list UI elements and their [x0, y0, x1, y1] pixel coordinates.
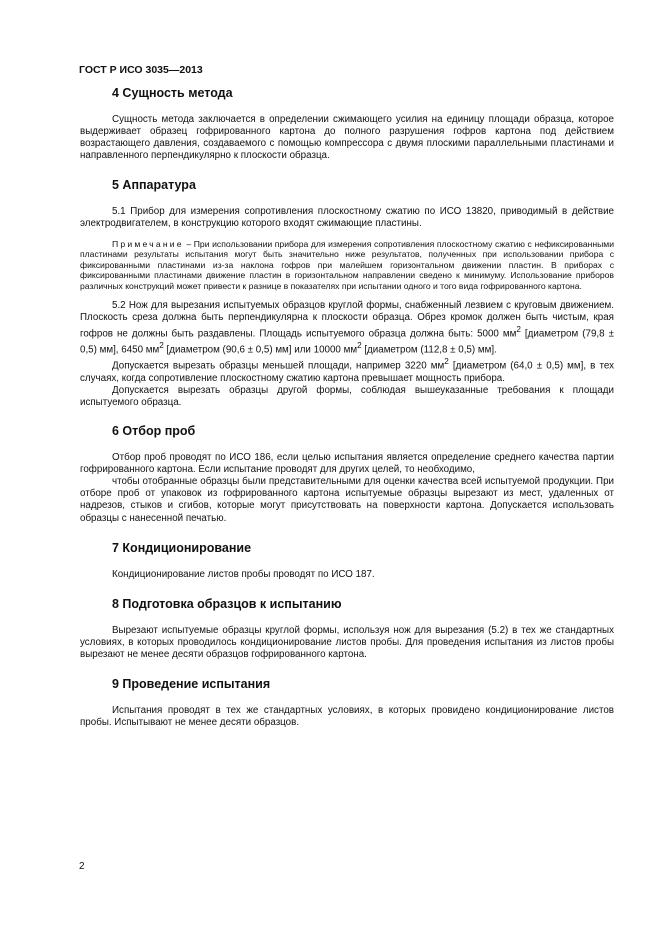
section-7-paragraph: Кондиционирование листов пробы проводят по ИСО 187.: [112, 568, 375, 580]
section-6-paragraph-2: чтобы отобранные образцы были представительными для оценки качества всей испытуемой продукции. При отборе проб от упаковок из гофрированного картона испытуемые образцы вырезают из мест, удаленных от надрезов, стыков и сгибов, которые могут присутствовать на поверхности картона. Допускается использовать образцы с нанесенной печатью.: [80, 476, 614, 524]
section-9-title: 9 Проведение испытания: [112, 677, 271, 692]
note-label: Примечание: [112, 238, 184, 249]
section-5-paragraph-other-shape: Допускается вырезать образцы другой формы, соблюдая вышеуказанные требования к площади испытуемого образца.: [80, 384, 614, 408]
document-code: ГОСТ Р ИСО 3035—2013: [79, 64, 203, 76]
section-4-title: 4 Сущность метода: [112, 86, 233, 100]
section-5-note: [80, 239, 614, 292]
section-6-title: 6 Отбор проб: [112, 424, 196, 439]
section-5-paragraph-smaller-area: Допускается вырезать образцы меньшей площади, например 3220 $мм^2$ [диаметром (64,0 ± 0,5) мм], в тех случаях, когда сопротивление плоскостному сжатию картона превышает мощность прибора.: [80, 357, 614, 384]
note-text: – При использовании прибора для измерения сопротивления плоскостному сжатию с нефиксированными пластинами результаты испытания могут быть значительно ниже результатов, полученных при использовании прибора с фиксированными пластинами из-за наклона гофров при малейшем горизонтальном движении пластин. В приборах с фиксированными пластинами движение пластин в горизонтальном направлении сведено к минимуму. Использование приборов различных конструкций может привести к разнице в показателях при испытании одного и того вида гофрированного картона.: [80, 238, 614, 291]
section-6-paragraph-1: Отбор проб проводят по ИСО 186, если целью испытания является определение среднего качества партии гофрированного картона. Если испытание проводят для других целей, то необходимо,: [80, 452, 614, 476]
section-8-title: 8 Подготовка образцов к испытанию: [112, 596, 342, 611]
section-9-paragraph: Испытания проводят в тех же стандартных условиях, в которых провидено кондиционирование листов пробы. Испытывают не менее десяти образцов.: [80, 705, 614, 729]
section-8-paragraph: Вырезают испытуемые образцы круглой формы, используя нож для вырезания (5.2) в тех же стандартных условиях, в которых проводилось кондиционирование листов пробы. Для проведения испытания из листов пробы вырезают не менее десяти образцов гофрированного картона.: [80, 624, 614, 660]
page-content: [80, 86, 614, 729]
page-number: 2: [79, 861, 85, 872]
section-4-paragraph: Сущность метода заключается в определении сжимающего усилия на единицу площади образца, которое выдерживает образец гофрированного картона до полного разрушения гофров картона под действием возрастающего давления, создаваемого с помощью компрессора с двумя плоскими параллельными пластинами и направленного перпендикулярно к плоскости образца.: [80, 114, 614, 162]
section-5-paragraph-5-2: 5.2 Нож для вырезания испытуемых образцов круглой формы, снабженный лезвием с круговым движением. Плоскость среза должна быть перпендикулярна к плоскости образца. Обрез кромок должен быть чистым, края гофров не должны быть раздавлены. Площадь испытуемого образца должна быть: 5000 $мм^2$ [диаметром (79,8 ± 0,5) мм], 6450 $мм^2$ [диаметром (90,6 ± 0,5) мм] или 10000 $мм^2$ [диаметром (112,8 ± 0,5) мм].: [80, 299, 614, 356]
section-5-title: 5 Аппаратура: [112, 178, 196, 193]
section-5-paragraph-5-1: 5.1 Прибор для измерения сопротивления плоскостному сжатию по ИСО 13820, приводимый в действие электродвигателем, в конструкцию которого входят сжимающие пластины.: [80, 206, 614, 230]
section-7-title: 7 Кондиционирование: [112, 540, 252, 555]
